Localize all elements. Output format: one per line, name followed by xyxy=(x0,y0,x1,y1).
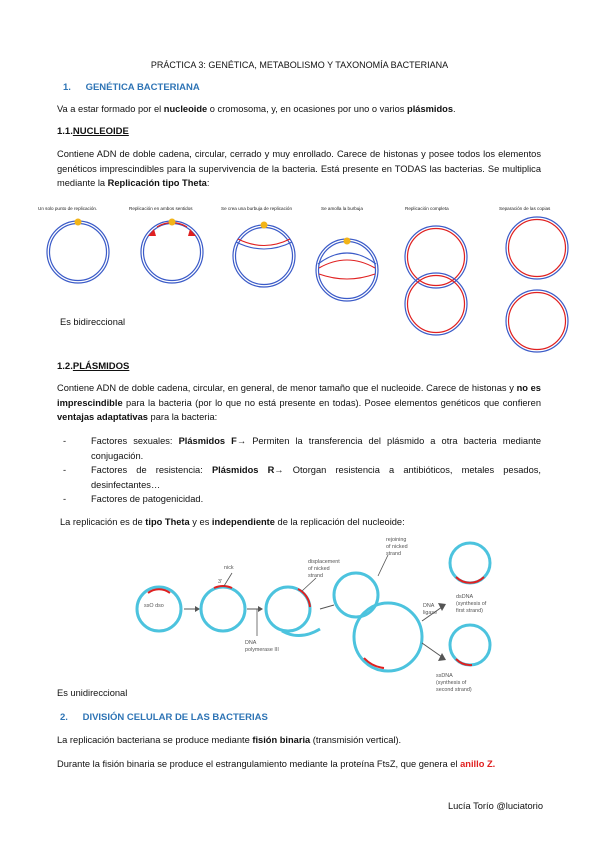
ssdna-label: (synthesis of xyxy=(436,680,467,686)
plasmid-circle xyxy=(354,603,422,671)
plasmidos-paragraph xyxy=(57,381,541,425)
list-item-text: Factores de resistencia: xyxy=(91,465,212,475)
displacement-label: displacement xyxy=(308,559,340,565)
list-item-factores-patogenicidad xyxy=(63,492,541,508)
section-title: DIVISIÓN CELULAR DE LAS BACTERIAS xyxy=(82,712,268,723)
intro-bold-nucleoide: nucleoide xyxy=(163,104,208,114)
division-line-2 xyxy=(57,757,541,772)
rejoining-label: rejoining xyxy=(386,537,407,543)
stage-separated-copies xyxy=(506,217,568,352)
caption-bubble-grows: Se amolla la burbuja xyxy=(321,206,363,211)
ssdna-label: second strand) xyxy=(436,687,472,693)
intro-text: . xyxy=(453,104,456,114)
list-item-text: Factores de patogenicidad. xyxy=(91,494,204,504)
anillo-z-highlight: anillo Z. xyxy=(460,759,496,769)
replication-fork-arrow xyxy=(148,229,156,236)
origin-marker xyxy=(261,222,268,229)
subsection-title: NUCLEOIDE xyxy=(72,126,129,137)
section-heading-division xyxy=(60,712,268,723)
list-item-bold: Plásmidos F xyxy=(178,436,237,446)
bidirectional-note: Es bidireccional xyxy=(60,317,126,327)
plasmid-circle xyxy=(137,587,181,631)
replication-text: y es xyxy=(189,517,212,527)
division-bold-fision: fisión binaria xyxy=(252,735,311,745)
rejoining-label: of nicked xyxy=(386,544,408,550)
three-prime-label: 3' xyxy=(218,579,223,585)
subsection-title: PLÁSMIDOS xyxy=(72,361,130,372)
nucleoide-bold-theta: Replicación tipo Theta xyxy=(107,178,207,188)
stage-bubble-created xyxy=(233,222,295,288)
unidirectional-note: Es unidireccional xyxy=(57,688,128,698)
list-item-factores-sexuales xyxy=(63,434,541,464)
replication-bold-theta: tipo Theta xyxy=(145,517,190,527)
list-dash: - xyxy=(63,436,67,446)
dsdna-label: (synthesis of xyxy=(456,601,487,607)
list-dash: - xyxy=(63,465,67,475)
plasmid-replication-sentence xyxy=(60,515,544,530)
stage-single-origin xyxy=(47,219,109,284)
arrow-icon: → xyxy=(274,465,284,475)
replication-bold-independiente: independiente xyxy=(211,517,275,527)
nucleoide-text: : xyxy=(206,178,210,188)
origin-marker xyxy=(169,219,176,226)
caption-single-point: Un solo punto de replicación. xyxy=(38,206,98,211)
division-line-1 xyxy=(57,733,541,748)
nucleoide-text: Contiene ADN de doble cadena, circular, cerrado y muy enrollado. Carece de histonas y posee todos los elementos genéticos imprescindibles para la supervivencia de la bacteria. Está presente en TODAS las bacterias. Se multiplica mediante la xyxy=(57,149,541,188)
origin-marker xyxy=(344,238,351,245)
page-header: PRÁCTICA 3: GENÉTICA, METABOLISMO Y TAXONOMÍA BACTERIANA xyxy=(150,60,449,70)
plasmid-circle xyxy=(201,587,245,631)
plasmidos-bold-ventajas: ventajas adaptativas xyxy=(57,412,148,422)
arrow-icon: → xyxy=(236,436,247,446)
subsection-number: 1.2. xyxy=(57,361,73,372)
replication-text: de la replicación del nucleoide: xyxy=(274,517,405,527)
subsection-number: 1.1. xyxy=(57,126,73,137)
intro-paragraph xyxy=(57,102,541,117)
polymerase-label: DNA xyxy=(245,640,257,646)
plasmid-circle xyxy=(334,573,378,617)
nick-label: nick xyxy=(224,565,234,571)
section-number: 1. xyxy=(63,82,71,93)
stage-bubble-grows xyxy=(316,238,378,302)
ssdna-label: ssDNA xyxy=(436,673,453,679)
plasmid-replication-figure xyxy=(120,533,520,693)
caption-separation: Separación de las copias xyxy=(499,206,551,211)
caption-complete: Replicación completa xyxy=(405,206,449,211)
list-item-text: Permiten la transferencia del plásmido a otra bacteria mediante conjugación. xyxy=(91,436,541,461)
list-item-bold: Plásmidos R xyxy=(211,465,275,475)
intro-bold-plasmidos: plásmidos xyxy=(407,104,453,114)
section-number: 2. xyxy=(60,712,68,723)
division-text: (transmisión vertical). xyxy=(310,735,402,745)
subsection-heading-nucleoide xyxy=(57,126,129,137)
ligase-label: ligase xyxy=(423,610,438,616)
nucleoide-paragraph xyxy=(57,147,541,191)
dsdna-label: first strand) xyxy=(456,608,483,614)
intro-text: o cromosoma, y, en ocasiones por uno o varios xyxy=(207,104,408,114)
ligase-label: DNA xyxy=(423,603,435,609)
stage-replication-complete xyxy=(405,226,467,335)
footer-author: Lucía Torío @luciatorio xyxy=(447,801,543,811)
subsection-heading-plasmidos xyxy=(57,361,129,372)
polymerase-label: polymerase III xyxy=(245,647,279,653)
displacement-label: of nicked xyxy=(308,566,330,572)
caption-bubble-created: Se crea una burbuja de replicación xyxy=(221,206,292,211)
division-text: Durante la fisión binaria se produce el estrangulamiento mediante la proteína FtsZ, que genera el xyxy=(57,759,461,769)
rejoining-label: strand xyxy=(386,551,401,557)
dsdna-label: dsDNA xyxy=(456,594,474,600)
theta-replication-figure xyxy=(30,212,575,362)
section-title: GENÉTICA BACTERIANA xyxy=(85,82,200,93)
list-dash: - xyxy=(63,494,67,504)
list-item-text: Otorgan resistencia a antibióticos, metales pesados, desinfectantes… xyxy=(91,465,541,490)
stage-bidirectional xyxy=(141,219,203,284)
origin-label: ssO dso xyxy=(144,603,164,609)
origin-marker xyxy=(75,219,82,226)
caption-both-directions: Replicación en ambos sentidos xyxy=(129,206,193,211)
plasmidos-text: para la bacteria: xyxy=(147,412,218,422)
list-item-text: Factores sexuales: xyxy=(91,436,179,446)
list-item-factores-resistencia xyxy=(63,463,541,493)
replication-text: La replicación es de xyxy=(60,517,146,527)
plasmidos-text: para la bacteria (por lo que no está presente en todas). Posee elementos genéticos que confieren xyxy=(122,397,541,408)
replication-fork-arrow xyxy=(188,229,196,236)
section-heading-genetica xyxy=(63,82,200,93)
plasmidos-text: Contiene ADN de doble cadena, circular, en general, de menor tamaño que el nucleoide. Carece de histonas y xyxy=(57,383,517,393)
intro-text: Va a estar formado por el xyxy=(57,104,164,114)
displacement-label: strand xyxy=(308,573,323,579)
plasmidos-bold-no-imprescindible: no es imprescindible xyxy=(57,383,541,408)
division-text: La replicación bacteriana se produce mediante xyxy=(57,735,253,745)
